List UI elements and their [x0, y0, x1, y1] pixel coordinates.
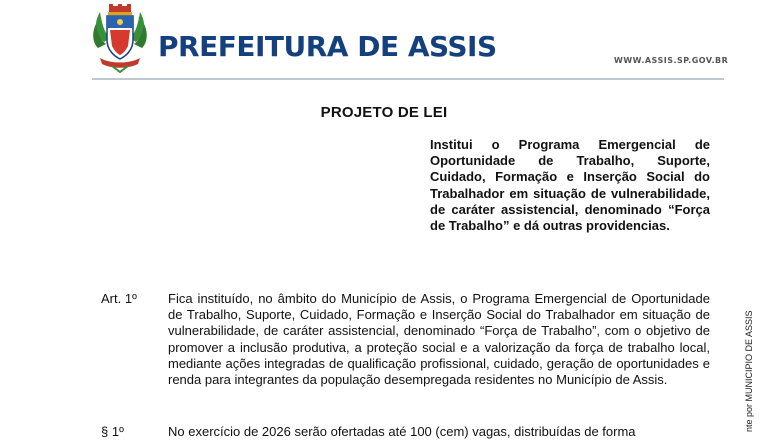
- article-label: Art. 1º: [101, 291, 137, 306]
- paragraph-text: No exercício de 2026 serão ofertadas até 100 (cem) vagas, distribuídas de forma: [168, 424, 636, 439]
- coat-of-arms-icon: [90, 4, 150, 74]
- paragraph-label: § 1º: [101, 424, 124, 439]
- page-header: [0, 0, 768, 80]
- side-stamp-text: nte por MUNICIPIO DE ASSIS: [744, 310, 754, 432]
- website-url: WWW.ASSIS.SP.GOV.BR: [614, 56, 729, 65]
- header-divider: [92, 78, 724, 80]
- ementa-summary: Institui o Programa Emergencial de Oportunidade de Trabalho, Suporte, Cuidado, Formação e Inserção Social do Trabalhador em situação de vulnerabilidade, de caráter assistencial, denominado “Força de Trabalho” e dá outras providencias.: [430, 137, 710, 234]
- article-text: Fica instituído, no âmbito do Município de Assis, o Programa Emergencial de Oportunidade de Trabalho, Suporte, Cuidado, Formação e Inserção Social do Trabalhador em situação de vulnerabilidade, de caráter assistencial, denominado “Força de Trabalho”, com o objetivo de promover a inclusão produtiva, a proteção social e a valorização da força de trabalho local, mediante ações integradas de qualificação profissional, cuidado, geração de oportunidades e renda para integrantes da população desempregada residentes no Município de Assis.: [168, 291, 710, 388]
- organization-name: PREFEITURA DE ASSIS: [158, 30, 497, 63]
- side-signature-stamp: [744, 290, 756, 432]
- document-title: PROJETO DE LEI: [320, 104, 448, 121]
